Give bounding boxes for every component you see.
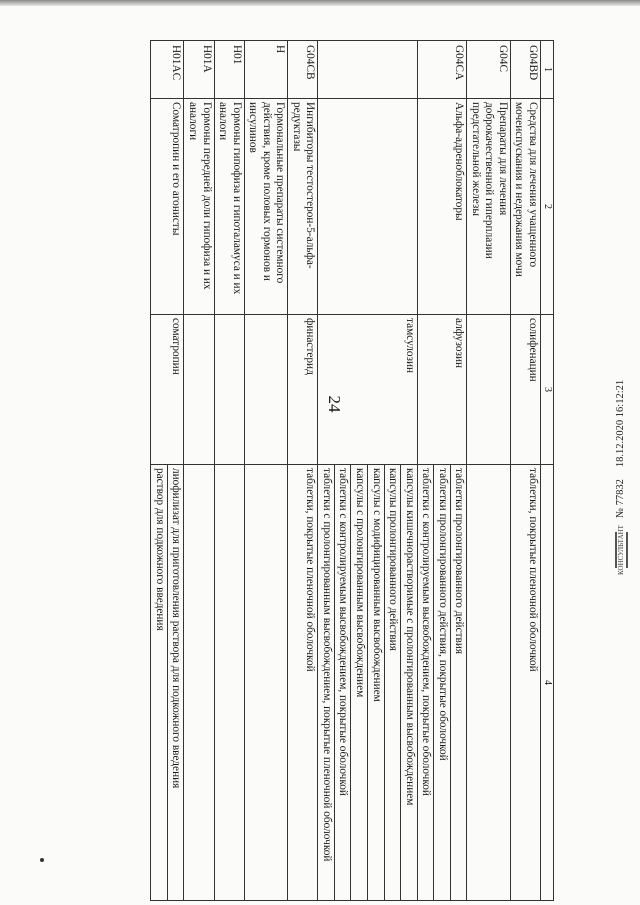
group-name-cell: Гормоны передней доли гипофиза и их аналоги: [184, 99, 214, 315]
table-row: [214, 41, 244, 901]
table-row: [288, 41, 318, 901]
group-name-cell: Средства для лечения учащенного мочеиспускания и недержания мочи: [510, 99, 540, 315]
drug-name-cell: алфузозин: [417, 315, 467, 465]
atc-code-cell: H: [244, 41, 288, 99]
dosage-form-cell: таблетки пролонгированного действия: [450, 465, 467, 901]
dosage-form-cell: [244, 465, 288, 901]
dosage-form-cell: раствор для подкожного введения: [151, 465, 168, 901]
group-name-cell: [318, 99, 417, 315]
group-name-cell: Гормоны гипофиза и гипоталамуса и их аналоги: [214, 99, 244, 315]
document-footer: [606, 110, 636, 575]
drug-name-cell: [467, 315, 511, 465]
table-row: [401, 41, 418, 901]
drug-name-cell: [244, 315, 288, 465]
stamp-text: КОНСУЛЬТАНТ: [616, 525, 625, 575]
dosage-form-cell: таблетки с контролируемым высвобождением, покрытые оболочкой: [417, 465, 434, 901]
column-header: 2: [541, 99, 554, 315]
table-body: [151, 41, 541, 901]
table-row: [450, 41, 467, 901]
dosage-form-cell: таблетки, покрытые пленочной оболочкой: [288, 465, 318, 901]
drug-name-cell: [214, 315, 244, 465]
atc-code-cell: H01A: [184, 41, 214, 99]
document-number: № 77832: [615, 479, 626, 518]
drug-name-cell: [184, 315, 214, 465]
table-row: [184, 41, 214, 901]
dosage-form-cell: [184, 465, 214, 901]
column-header: 4: [541, 465, 554, 901]
page-number: 24: [325, 395, 344, 413]
group-name-cell: Ингибиторы тестостерон-5-альфа-редуктазы: [288, 99, 318, 315]
atc-code-cell: H01AC: [151, 41, 184, 99]
table-row: [244, 41, 288, 901]
scan-dot-mark: [40, 858, 44, 862]
dosage-form-cell: таблетки пролонгированного действия, покрытые оболочкой: [434, 465, 451, 901]
dosage-form-cell: [467, 465, 511, 901]
column-header: 3: [541, 315, 554, 465]
drug-name-cell: солифенацин: [510, 315, 540, 465]
atc-code-cell: G04CB: [288, 41, 318, 99]
drug-name-cell: соматропин: [151, 315, 184, 465]
atc-code-cell: [318, 41, 417, 99]
dosage-form-cell: капсулы кишечнорастворимые с пролонгированным высвобождением: [401, 465, 418, 901]
atc-code-cell: G04C: [467, 41, 511, 99]
document-date: 18.12.2020 16:12:21: [615, 379, 626, 468]
table-row: [467, 41, 511, 901]
dosage-form-cell: капсулы с пролонгированным высвобождением: [351, 465, 368, 901]
group-name-cell: Гормональные препараты системного действия, кроме половых гормонов и инсулинов: [244, 99, 288, 315]
group-name-cell: Альфа-адреноблокаторы: [417, 99, 467, 315]
dosage-form-cell: [214, 465, 244, 901]
dosage-form-cell: таблетки с контролируемым высвобождением, покрытые оболочкой: [334, 465, 351, 901]
drug-name-cell: тамсулозин: [318, 315, 417, 465]
table-row: [510, 41, 540, 901]
atc-code-cell: H01: [214, 41, 244, 99]
column-header: 1: [541, 41, 554, 99]
dosage-form-cell: капсулы с модифицированным высвобождением: [367, 465, 384, 901]
dosage-form-cell: капсулы пролонгированного действия: [384, 465, 401, 901]
column-header-row: [541, 41, 554, 901]
registry-stamp: [611, 525, 631, 575]
drug-name-cell: финастерид: [288, 315, 318, 465]
dosage-form-cell: таблетки, покрытые пленочной оболочкой: [510, 465, 540, 901]
scan-edge: [0, 0, 640, 6]
dosage-form-cell: таблетки с пролонгированным высвобождением, покрытые пленочной оболочкой: [318, 465, 335, 901]
dosage-form-cell: лиофилизат для приготовления раствора для подкожного введения: [167, 465, 184, 901]
group-name-cell: Препараты для лечения доброкачественной гиперплазии предстательной железы: [467, 99, 511, 315]
medication-table: [150, 40, 554, 901]
atc-code-cell: G04BD: [510, 41, 540, 99]
table-row: [167, 41, 184, 901]
group-name-cell: Соматропин и его агонисты: [151, 99, 184, 315]
document-sheet: [62, 40, 554, 900]
atc-code-cell: G04CA: [417, 41, 467, 99]
